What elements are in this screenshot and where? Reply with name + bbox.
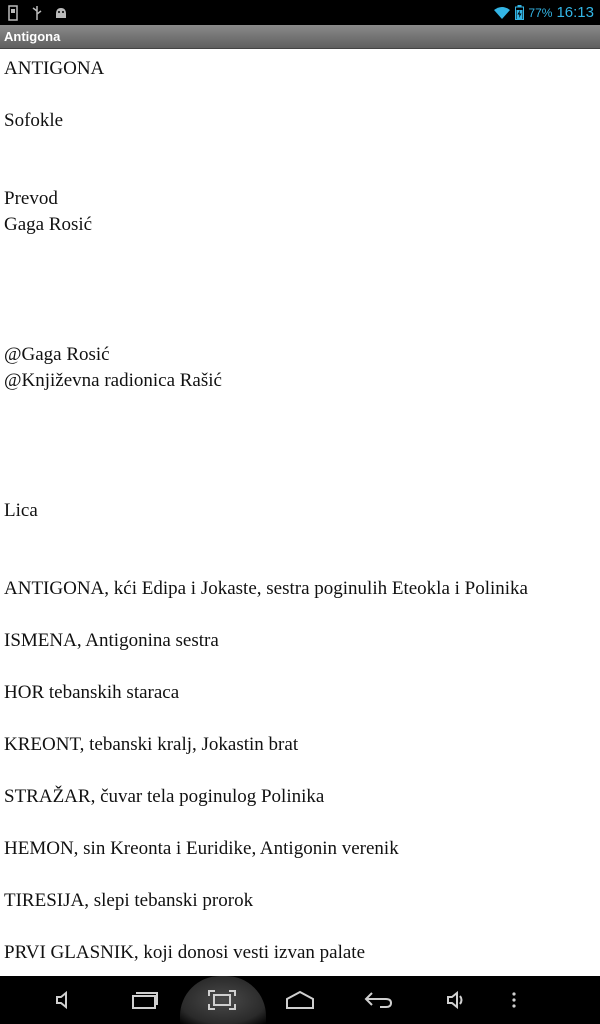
doc-line: PRVI GLASNIK, koji donosi vesti izvan palate	[4, 942, 366, 963]
wifi-icon	[493, 6, 511, 20]
home-icon	[284, 990, 316, 1010]
volume-down-icon	[54, 990, 74, 1010]
doc-line: ISMENA, Antigonina sestra	[4, 630, 219, 651]
app-title: Antigona	[4, 29, 61, 44]
menu-button[interactable]	[484, 976, 544, 1024]
doc-line: Prevod	[4, 188, 58, 209]
volume-up-icon	[445, 990, 467, 1010]
doc-line: @Književna radionica Rašić	[4, 370, 222, 391]
app-title-bar	[0, 25, 600, 49]
battery-icon	[515, 5, 524, 20]
doc-line: STRAŽAR, čuvar tela poginulog Polinika	[4, 786, 325, 807]
doc-line: TIRESIJA, slepi tebanski prorok	[4, 890, 254, 911]
back-button[interactable]	[348, 976, 408, 1024]
usb-icon	[30, 5, 44, 21]
doc-line: Sofokle	[4, 110, 64, 131]
doc-line: HOR tebanskih staraca	[4, 682, 180, 703]
volume-up-button[interactable]	[426, 976, 486, 1024]
doc-line: Lica	[4, 500, 38, 521]
back-icon	[362, 990, 394, 1010]
status-notifications	[6, 5, 68, 21]
status-clock: 16:13	[556, 4, 594, 21]
menu-icon	[510, 990, 518, 1010]
doc-line: Gaga Rosić	[4, 214, 93, 235]
home-button[interactable]	[270, 976, 330, 1024]
recent-apps-icon	[129, 990, 159, 1010]
doc-line: HEMON, sin Kreonta i Euridike, Antigonin verenik	[4, 838, 399, 859]
document-view[interactable]	[0, 49, 600, 976]
sd-card-icon	[6, 5, 20, 21]
doc-line: ANTIGONA	[4, 58, 105, 79]
status-bar	[0, 0, 600, 25]
battery-percent: 77%	[528, 5, 553, 20]
recent-apps-button[interactable]	[114, 976, 174, 1024]
status-system	[493, 4, 594, 21]
doc-line: @Gaga Rosić	[4, 344, 110, 365]
doc-line: KREONT, tebanski kralj, Jokastin brat	[4, 734, 299, 755]
screenshot-button[interactable]	[192, 976, 252, 1024]
volume-down-button[interactable]	[34, 976, 94, 1024]
screenshot-icon	[207, 989, 237, 1011]
doc-line: ANTIGONA, kći Edipa i Jokaste, sestra poginulih Eteokla i Polinika	[4, 578, 528, 599]
android-debug-icon	[54, 5, 68, 21]
